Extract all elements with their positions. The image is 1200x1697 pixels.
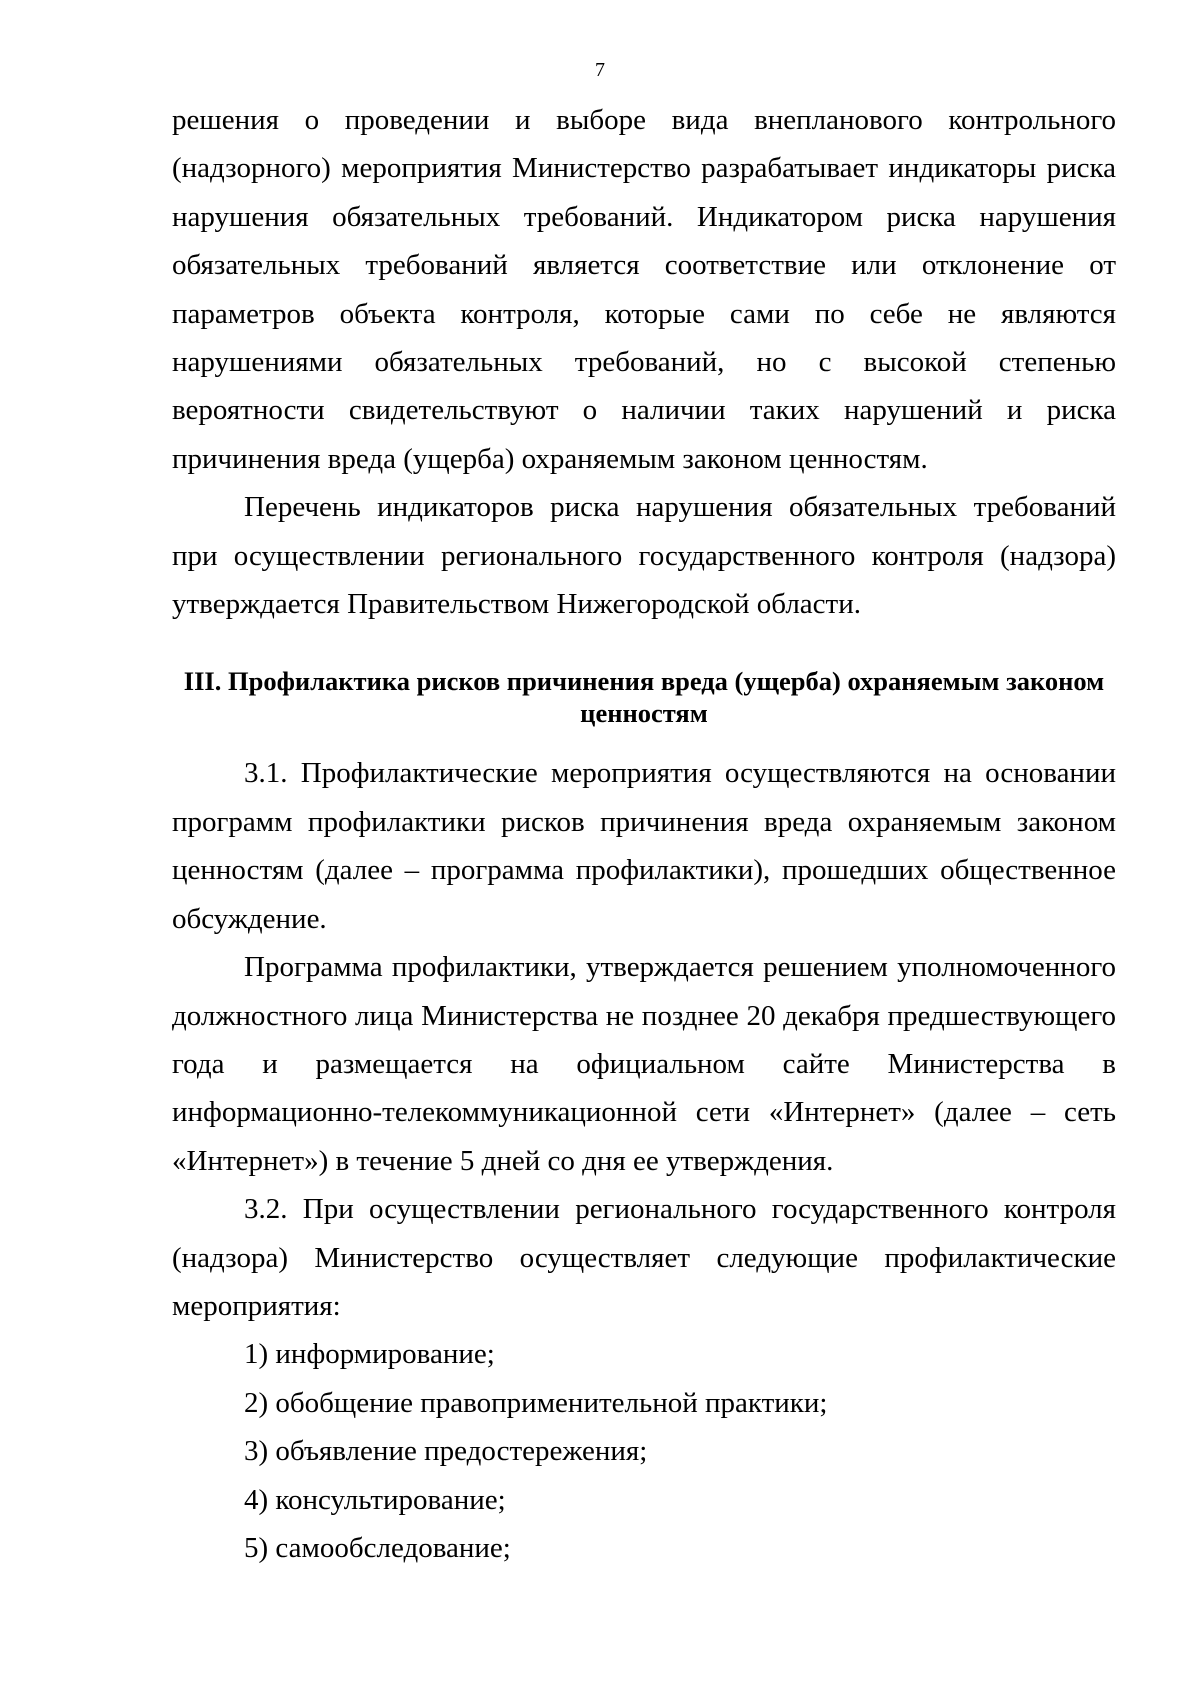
paragraph-3-2: 3.2. При осуществлении регионального государственного контроля (надзора) Министерство осуществляет следующие профилактические мероприятия: (172, 1193, 1116, 1322)
page-number: 7 (595, 59, 605, 81)
paragraph-risk-indicators: решения о проведении и выборе вида внепланового контрольного (надзорного) мероприятия Министерство разрабатывает индикаторы риска нарушения обязательных требований. Индикатором риска нарушения обязательных требований является соответствие или отклонение от параметров объекта контроля, которые сами по себе не являются нарушениями обязательных требований, но с высокой степенью вероятности свидетельствуют о наличии таких нарушений и риска причинения вреда (ущерба) охраняемым законом ценностям. (172, 104, 1116, 475)
paragraph-indicator-list: Перечень индикаторов риска нарушения обязательных требований при осуществлении регионального государственного контроля (надзора) утверждается Правительством Нижегородской области. (172, 491, 1116, 621)
section-heading: III. Профилактика рисков причинения вреда (ущерба) охраняемым законом ценностям (183, 666, 1105, 729)
list-item: 2) обобщение правоприменительной практики; (244, 1386, 828, 1419)
list-item: 3) объявление предостережения; (244, 1435, 648, 1468)
list-item: 5) самообследование; (244, 1531, 511, 1564)
paragraph-3-1: 3.1. Профилактические мероприятия осуществляются на основании программ профилактики рисков причинения вреда охраняемым законом ценностям (далее – программа профилактики), прошедших общественное обсуждение. (172, 757, 1116, 935)
list-item: 1) информирование; (244, 1338, 495, 1371)
document-body (172, 96, 1116, 1572)
list-item: 4) консультирование; (244, 1483, 506, 1516)
paragraph-program-approval: Программа профилактики, утверждается решением уполномоченного должностного лица Министерства не позднее 20 декабря предшествующего года и размещается на официальном сайте Министерства в информационно-телекоммуникационной сети «Интернет» (далее – сеть «Интернет») в течение 5 дней со дня ее утверждения. (172, 951, 1116, 1177)
